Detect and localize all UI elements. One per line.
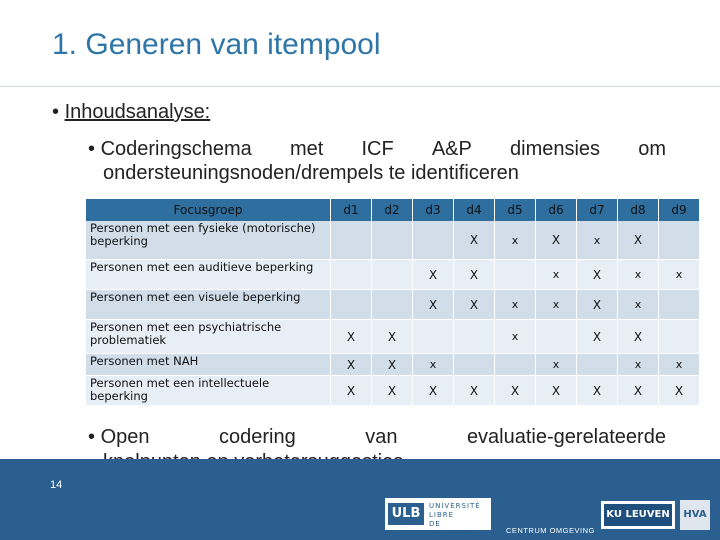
table-header-d6: d6 [536, 199, 577, 221]
table-cell: X [413, 376, 454, 406]
table-cell: X [577, 290, 618, 320]
bullet-line: ondersteuningsnoden/drempels te identificeren [103, 162, 519, 184]
table-row [86, 290, 700, 320]
bullet-word: evaluatie-gerelateerde [466, 426, 666, 448]
table-cell: X [536, 376, 577, 406]
row-label: Personen met een visuele beperking [86, 290, 331, 320]
bullet-word: • Open [88, 426, 150, 448]
ulb-logo-text: UNIVERSITÉ LIBRE DE BRUXELLES [429, 502, 481, 537]
ku-leuven-logo-text: KU LEUVEN [604, 504, 672, 526]
bullet-word: om [638, 138, 666, 160]
table-row [86, 376, 700, 406]
row-label: Personen met een intellectuele beperking [86, 376, 331, 406]
hva-logo: HVA [680, 500, 710, 530]
table-row [86, 354, 700, 376]
bullet-word: dimensies [510, 138, 601, 160]
table-cell: X [577, 260, 618, 290]
table-cell: X [454, 260, 495, 290]
table-cell [659, 290, 700, 320]
table-header-row [86, 199, 700, 221]
table-cell [372, 260, 413, 290]
table-cell [372, 290, 413, 320]
title-divider [0, 86, 720, 87]
table-cell: x [618, 354, 659, 376]
table-cell: x [536, 290, 577, 320]
table-cell [659, 221, 700, 260]
bullet-line [88, 137, 666, 161]
table-cell: x [659, 354, 700, 376]
bullet-coderingschema [88, 137, 666, 185]
table-cell: X [372, 354, 413, 376]
bullet-word: codering [219, 426, 296, 448]
table-cell: X [618, 320, 659, 354]
table-cell [577, 354, 618, 376]
table-header-focusgroep: Focusgroep [86, 199, 331, 221]
table-cell: X [331, 354, 372, 376]
table-cell [495, 354, 536, 376]
table-cell: X [454, 221, 495, 260]
table-header-d3: d3 [413, 199, 454, 221]
page-number: 14 [50, 479, 63, 491]
table-cell [454, 320, 495, 354]
bullet-glyph: • [52, 101, 60, 123]
table-cell: x [659, 260, 700, 290]
table-cell [495, 260, 536, 290]
ulb-logo-mark: ULB [388, 503, 424, 525]
row-label: Personen met een auditieve beperking [86, 260, 331, 290]
table-cell: X [331, 376, 372, 406]
table-cell: X [331, 320, 372, 354]
table-cell: x [495, 290, 536, 320]
centrum-omgeving-label: CENTRUM OMGEVING [506, 526, 595, 535]
table-row [86, 320, 700, 354]
bullet-word: ICF [361, 138, 394, 160]
table-cell: x [413, 354, 454, 376]
row-label: Personen met een fysieke (motorische) beperking [86, 221, 331, 260]
table-cell: x [577, 221, 618, 260]
slide-title: 1. Generen van itempool [52, 28, 381, 61]
table-cell: X [577, 320, 618, 354]
table-row [86, 221, 700, 260]
table-header-d8: d8 [618, 199, 659, 221]
table-cell: x [618, 260, 659, 290]
table-header-d7: d7 [577, 199, 618, 221]
bullet-text: Inhoudsanalyse: [64, 101, 211, 123]
table-cell [372, 221, 413, 260]
bullet-word: A&P [431, 138, 472, 160]
ku-leuven-logo [600, 500, 676, 530]
table-cell: X [372, 376, 413, 406]
table-header-d4: d4 [454, 199, 495, 221]
table-cell: X [413, 290, 454, 320]
table-cell: X [413, 260, 454, 290]
table-cell: X [372, 320, 413, 354]
table-cell: X [618, 221, 659, 260]
table-cell: x [495, 320, 536, 354]
bullet-word: met [289, 138, 324, 160]
table-cell [659, 320, 700, 354]
table-cell: x [618, 290, 659, 320]
table-header-d5: d5 [495, 199, 536, 221]
bullet-word: van [365, 426, 398, 448]
row-label: Personen met NAH [86, 354, 331, 376]
row-label: Personen met een psychiatrische problematiek [86, 320, 331, 354]
table-cell: X [577, 376, 618, 406]
table-header-d9: d9 [659, 199, 700, 221]
table-cell: X [536, 221, 577, 260]
bullet-word: • Coderingschema [88, 138, 252, 160]
table-cell: X [495, 376, 536, 406]
table-cell [536, 320, 577, 354]
table-cell [454, 354, 495, 376]
table-cell: x [536, 354, 577, 376]
table-cell: X [454, 376, 495, 406]
table-cell: x [536, 260, 577, 290]
bullet-inhoudsanalyse [52, 101, 210, 124]
table-cell [331, 290, 372, 320]
table-cell: X [659, 376, 700, 406]
table-cell: x [495, 221, 536, 260]
table-cell: X [454, 290, 495, 320]
table-header-d2: d2 [372, 199, 413, 221]
table-cell [331, 221, 372, 260]
table-row [86, 260, 700, 290]
table-cell: X [618, 376, 659, 406]
ulb-logo [385, 498, 491, 537]
table-header-d1: d1 [331, 199, 372, 221]
bullet-line [88, 425, 666, 450]
table-cell [413, 221, 454, 260]
table-cell [413, 320, 454, 354]
table-cell [331, 260, 372, 290]
focusgroep-table [86, 199, 700, 406]
